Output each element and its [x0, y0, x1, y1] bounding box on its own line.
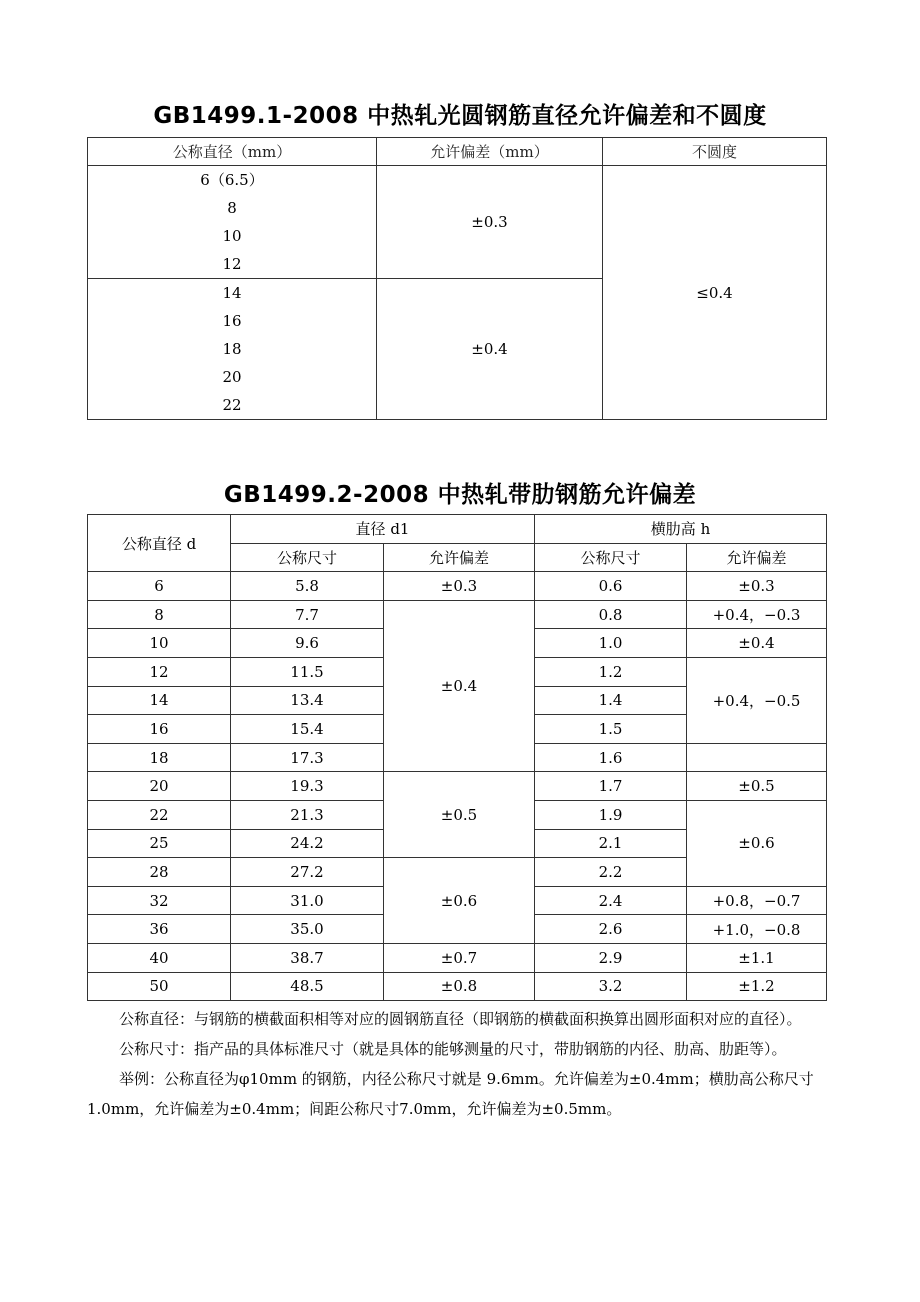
header-h-size: 公称尺寸	[535, 543, 687, 572]
d1-size-cell: 9.6	[231, 629, 384, 658]
table-row	[88, 972, 827, 1001]
d1-size-cell: 7.7	[231, 600, 384, 629]
d1-size-cell: 38.7	[231, 943, 384, 972]
table-row	[88, 772, 827, 801]
table-row	[88, 600, 827, 629]
header-rib-height: 横肋高 h	[535, 515, 827, 544]
d1-size-cell: 19.3	[231, 772, 384, 801]
d1-size-cell: 31.0	[231, 886, 384, 915]
h-size-cell: 1.2	[535, 657, 687, 686]
notes-section	[87, 1004, 837, 1124]
h-tol-cell: ±0.6	[687, 800, 827, 886]
h-tol-cell: +1.0，−0.8	[687, 915, 827, 944]
h-tol-cell: ±0.3	[687, 572, 827, 601]
d1-size-cell: 17.3	[231, 743, 384, 772]
d-cell: 50	[88, 972, 231, 1001]
diameter-value: 18	[222, 340, 242, 358]
h-size-cell: 2.4	[535, 886, 687, 915]
d1-size-cell: 15.4	[231, 715, 384, 744]
h-size-cell: 2.2	[535, 858, 687, 887]
d-cell: 8	[88, 600, 231, 629]
d1-tol-cell: ±0.4	[384, 600, 535, 772]
d1-size-cell: 11.5	[231, 657, 384, 686]
group1-diameters	[88, 166, 377, 279]
ovality-value: ≤0.4	[603, 166, 827, 420]
h-size-cell: 1.5	[535, 715, 687, 744]
header-nominal-d: 公称直径 d	[88, 515, 231, 572]
h-tol-cell: ±1.1	[687, 943, 827, 972]
h-size-cell: 1.7	[535, 772, 687, 801]
diameter-value: 14	[222, 284, 242, 302]
header-h-tolerance: 允许偏差	[687, 543, 827, 572]
table-row	[88, 943, 827, 972]
h-size-cell: 1.0	[535, 629, 687, 658]
d-cell: 18	[88, 743, 231, 772]
d1-tol-cell: ±0.7	[384, 943, 535, 972]
group2-tolerance: ±0.4	[377, 279, 603, 420]
d-cell: 40	[88, 943, 231, 972]
table1-title: GB1499.1-2008 中热轧光圆钢筋直径允许偏差和不圆度	[153, 103, 767, 129]
d1-tol-cell: ±0.5	[384, 772, 535, 858]
d-cell: 32	[88, 886, 231, 915]
h-size-cell: 1.9	[535, 800, 687, 829]
d-cell: 36	[88, 915, 231, 944]
d1-tol-cell: ±0.3	[384, 572, 535, 601]
d1-size-cell: 48.5	[231, 972, 384, 1001]
group2-diameters	[88, 279, 377, 420]
h-tol-cell	[687, 743, 827, 772]
d1-size-cell: 5.8	[231, 572, 384, 601]
diameter-value: 10	[222, 227, 242, 245]
diameter-value: 8	[227, 199, 237, 217]
diameter-value: 22	[222, 396, 242, 414]
diameter-value: 16	[222, 312, 242, 330]
diameter-value: 6（6.5）	[200, 171, 264, 189]
d-cell: 14	[88, 686, 231, 715]
d1-size-cell: 27.2	[231, 858, 384, 887]
group1-tolerance: ±0.3	[377, 166, 603, 279]
d1-size-cell: 13.4	[231, 686, 384, 715]
d-cell: 20	[88, 772, 231, 801]
note-example: 举例：公称直径为φ10mm 的钢筋，内径公称尺寸就是 9.6mm。允许偏差为±0.4mm；横肋高公称尺寸1.0mm，允许偏差为±0.4mm；间距公称尺寸7.0mm，允许偏差为±0.5mm。	[87, 1070, 814, 1118]
table-row	[88, 572, 827, 601]
h-tol-cell: +0.4，−0.5	[687, 657, 827, 743]
d1-tol-cell: ±0.6	[384, 858, 535, 944]
h-size-cell: 1.4	[535, 686, 687, 715]
note-nominal-size: 公称尺寸：指产品的具体标准尺寸（就是具体的能够测量的尺寸，带肋钢筋的内径、肋高、肋距等）。	[119, 1040, 787, 1058]
h-size-cell: 0.8	[535, 600, 687, 629]
plain-bar-tolerance-table	[87, 137, 827, 420]
d-cell: 10	[88, 629, 231, 658]
header-d1-size: 公称尺寸	[231, 543, 384, 572]
d-cell: 22	[88, 800, 231, 829]
header-tolerance: 允许偏差（mm）	[377, 138, 603, 166]
header-ovality: 不圆度	[603, 138, 827, 166]
h-tol-cell: ±0.5	[687, 772, 827, 801]
d-cell: 16	[88, 715, 231, 744]
d1-size-cell: 21.3	[231, 800, 384, 829]
diameter-value: 20	[222, 368, 242, 386]
h-tol-cell: ±0.4	[687, 629, 827, 658]
d-cell: 12	[88, 657, 231, 686]
h-size-cell: 2.6	[535, 915, 687, 944]
h-size-cell: 1.6	[535, 743, 687, 772]
h-tol-cell: +0.8，−0.7	[687, 886, 827, 915]
d1-size-cell: 35.0	[231, 915, 384, 944]
h-size-cell: 2.9	[535, 943, 687, 972]
d-cell: 25	[88, 829, 231, 858]
header-d1-tolerance: 允许偏差	[384, 543, 535, 572]
d-cell: 6	[88, 572, 231, 601]
h-tol-cell: +0.4，−0.3	[687, 600, 827, 629]
note-nominal-diameter: 公称直径：与钢筋的横截面积相等对应的圆钢筋直径（即钢筋的横截面积换算出圆形面积对应的直径）。	[119, 1010, 802, 1028]
header-nominal-diameter: 公称直径（mm）	[88, 138, 377, 166]
h-tol-cell: ±1.2	[687, 972, 827, 1001]
h-size-cell: 2.1	[535, 829, 687, 858]
d-cell: 28	[88, 858, 231, 887]
table2-title: GB1499.2-2008 中热轧带肋钢筋允许偏差	[223, 482, 697, 508]
ribbed-bar-tolerance-table	[87, 514, 827, 1001]
h-size-cell: 0.6	[535, 572, 687, 601]
d1-size-cell: 24.2	[231, 829, 384, 858]
header-inner-diameter: 直径 d1	[231, 515, 535, 544]
d1-tol-cell: ±0.8	[384, 972, 535, 1001]
h-size-cell: 3.2	[535, 972, 687, 1001]
diameter-value: 12	[222, 255, 242, 273]
